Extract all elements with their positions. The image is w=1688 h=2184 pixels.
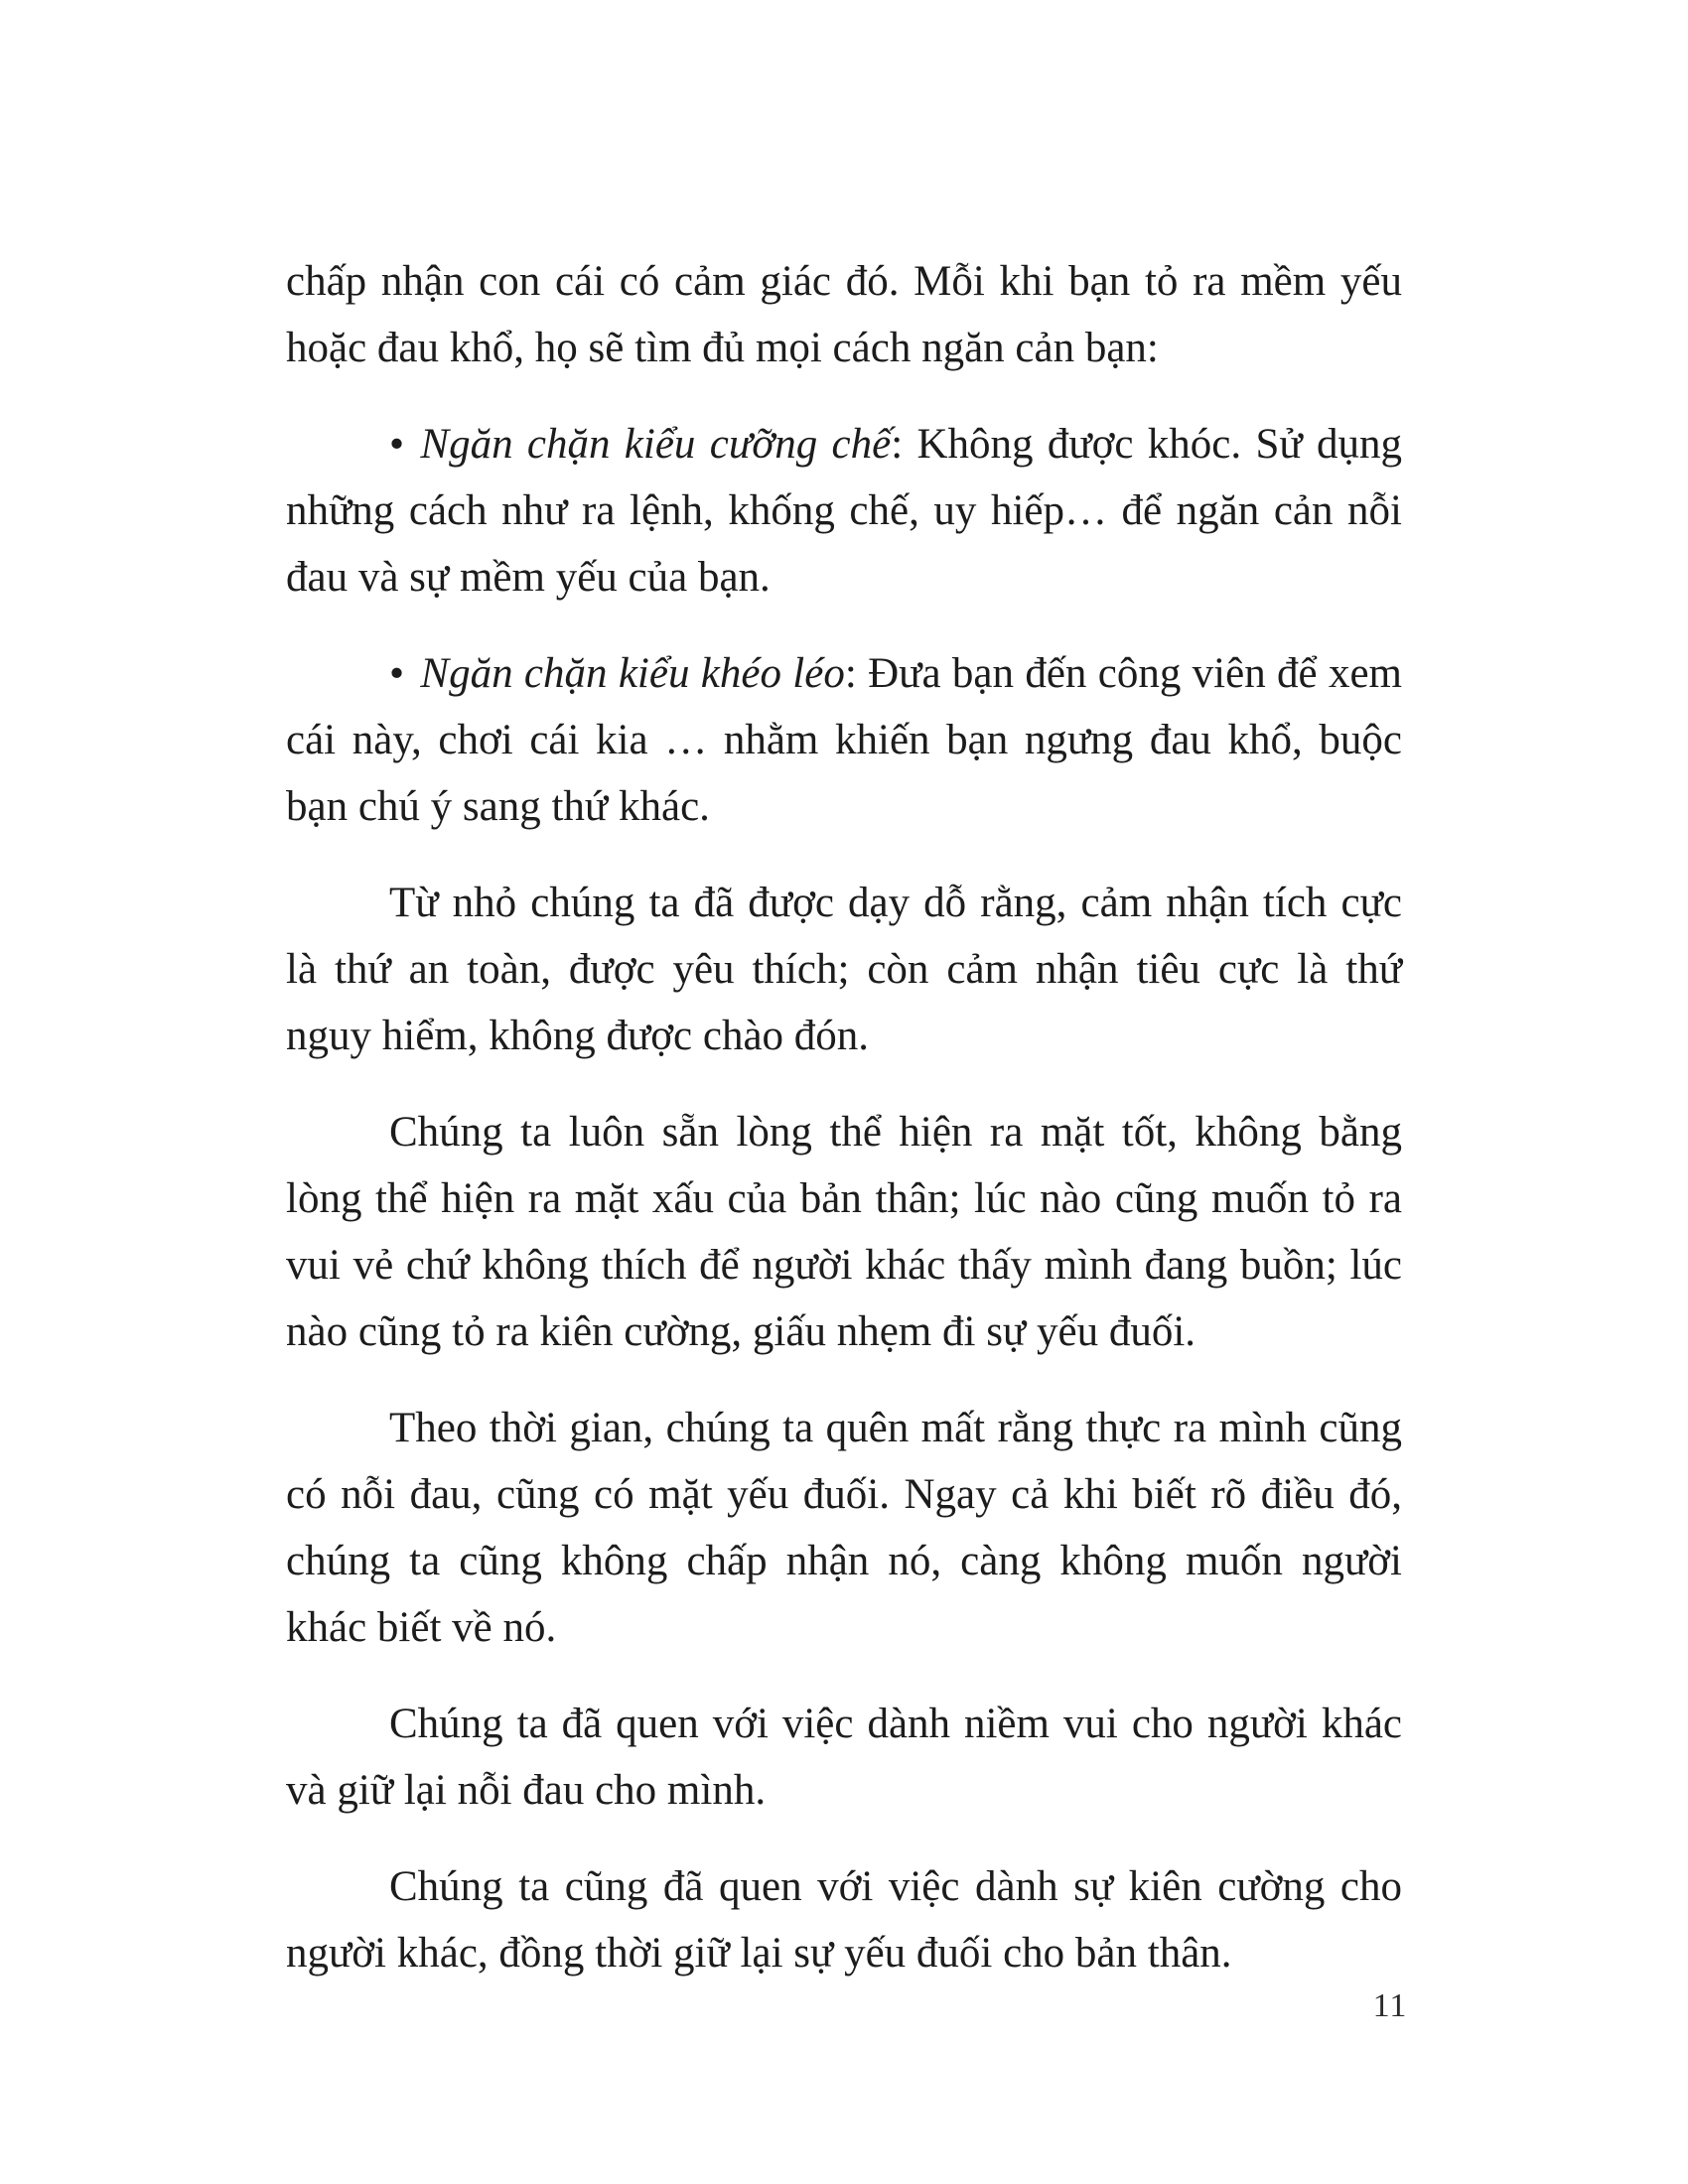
bullet-lead-text: Ngăn chặn kiểu cưỡng chế [420,421,892,468]
bullet-icon: • [389,421,405,468]
page-number: 11 [1372,1987,1408,2024]
bullet-icon: • [389,650,405,697]
paragraph-text: chấp nhận con cái có cảm giác đó. Mỗi khi bạn tỏ ra mềm yếu hoặc đau khổ, họ sẽ tìm đủ mọi cách ngăn cản bạn: [286,258,1402,371]
paragraph [286,1691,1402,1824]
bullet-lead-text: Ngăn chặn kiểu khéo léo [420,650,845,697]
bullet-item-forceful-prevention [286,411,1402,611]
paragraph-text: Chúng ta cũng đã quen với việc dành sự kiên cường cho người khác, đồng thời giữ lại sự yếu đuối cho bản thân. [286,1863,1402,1977]
bullet-body-text: : Không được khóc. Sử dụng những cách như ra lệnh, khống chế, uy hiếp… để ngăn cản nỗi đau và sự mềm yếu của bạn. [286,421,1403,601]
paragraph-text: Từ nhỏ chúng ta đã được dạy dỗ rằng, cảm nhận tích cực là thứ an toàn, được yêu thích; còn cảm nhận tiêu cực là thứ nguy hiểm, không được chào đón. [286,880,1402,1059]
paragraph-text: Chúng ta đã quen với việc dành niềm vui cho người khác và giữ lại nỗi đau cho mình. [286,1701,1402,1814]
paragraph [286,870,1402,1069]
bullet-item-tactful-prevention [286,640,1402,840]
paragraph [286,1853,1402,1986]
bullet-body-text: : Đưa bạn đến công viên để xem cái này, chơi cái kia … nhằm khiến bạn ngưng đau khổ, buộc bạn chú ý sang thứ khác. [286,650,1402,830]
paragraph [286,1395,1402,1661]
paragraph-continuation [286,248,1402,381]
paragraph-text: Chúng ta luôn sẵn lòng thể hiện ra mặt tốt, không bằng lòng thể hiện ra mặt xấu của bản thân; lúc nào cũng muốn tỏ ra vui vẻ chứ không thích để người khác thấy mình đang buồn; lúc nào cũng tỏ ra kiên cường, giấu nhẹm đi sự yếu đuối. [286,1109,1402,1355]
paragraph [286,1099,1402,1365]
book-page-text [286,248,1402,2016]
paragraph-text: Theo thời gian, chúng ta quên mất rằng thực ra mình cũng có nỗi đau, cũng có mặt yếu đuối. Ngay cả khi biết rõ điều đó, chúng ta cũng không chấp nhận nó, càng không muốn người khác biết về nó. [286,1405,1402,1651]
